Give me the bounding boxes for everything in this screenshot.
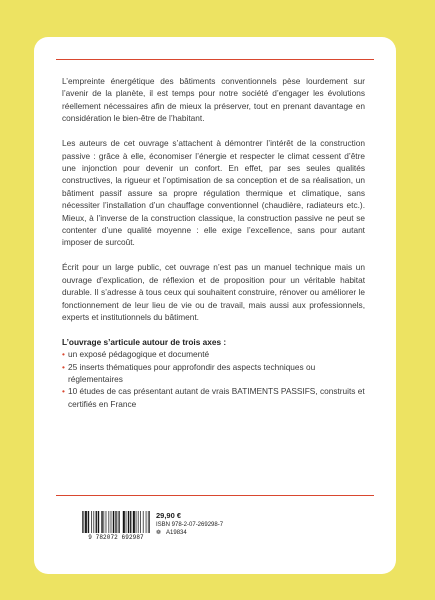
barcode-bar: [116, 511, 117, 533]
price: 29,90 €: [156, 511, 182, 520]
barcode-bar: [113, 511, 114, 533]
barcode-bar: [119, 511, 120, 533]
isbn: ISBN 978-2-07-269298-7: [156, 522, 224, 528]
list-item: [62, 385, 365, 410]
barcode-bar: [146, 511, 147, 533]
barcode-bar: [124, 511, 125, 533]
barcode-bar: [101, 511, 102, 533]
barcode-icon: [82, 511, 150, 533]
barcode-bar: [85, 511, 86, 533]
barcode-bar: [91, 511, 92, 533]
barcode-bar: [149, 511, 150, 533]
price-info: [156, 511, 223, 537]
barcode-bar: [88, 511, 89, 533]
barcode-bar: [148, 511, 149, 533]
barcode-bar: [88, 511, 89, 533]
axes-heading: L’ouvrage s’articule autour de trois axes :: [62, 336, 227, 347]
list-item-text: 10 études de cas présentant autant de vrais BATIMENTS PASSIFS, construits et certifiés en France: [68, 386, 365, 409]
barcode-bar: [140, 511, 141, 533]
barcode-bar: [113, 511, 114, 533]
barcode-bar: [134, 511, 135, 533]
bullet-icon: •: [62, 349, 65, 360]
barcode-bar: [111, 511, 112, 533]
barcode-bar: [115, 511, 116, 533]
barcode-bar: [129, 511, 130, 533]
barcode-bar: [124, 511, 125, 533]
barcode-bar: [126, 511, 127, 533]
barcode-bar: [123, 511, 124, 533]
list-item-text: 25 inserts thématiques pour approfondir des aspects techniques ou réglementaires: [68, 361, 316, 385]
barcode-bar: [143, 511, 144, 533]
paragraph-1: L’empreinte énergétique des bâtiments conventionnels pèse lourdement sur l’avenir de la planète, il est temps pour notre société d’engager les évolutions réellement nécessaires afin de mieux la préserver, tout en prenant davantage en considération le bien-être de l’habitant.: [62, 76, 365, 124]
blurb-text: [62, 75, 365, 410]
barcode-bar: [131, 511, 132, 533]
barcode-bar: [136, 511, 137, 533]
barcode-bar: [133, 511, 134, 533]
reference-line: [156, 529, 223, 537]
axes-list: [62, 348, 365, 410]
bottom-divider: [56, 495, 374, 496]
paragraph-3: Écrit pour un large public, cet ouvrage n’est pas un manuel technique mais un ouvrage d’explication, de réflexion et de proposition pour un véritable habitat durable. Il s’adresse à tous ceux qui souhaitent construire, rénover ou améliorer le fonctionnement de leur lieu de vie ou de travail, mais aussi aux professionnels, experts et institutionnels du bâtiment.: [62, 262, 365, 322]
barcode-bar: [98, 511, 99, 533]
barcode-bar: [134, 511, 135, 533]
bullet-icon: •: [62, 361, 65, 372]
barcode-bar: [82, 511, 83, 533]
bullet-icon: •: [62, 386, 65, 397]
barcode-bar: [128, 511, 129, 533]
reference-code: A19834: [166, 530, 187, 536]
barcode-bar: [86, 511, 87, 533]
barcode-bar: [118, 511, 119, 533]
list-item: [62, 348, 365, 360]
barcode-bar: [83, 511, 84, 533]
barcode-bar: [96, 511, 97, 533]
barcode-bar: [130, 511, 131, 533]
barcode-bar: [93, 511, 94, 533]
list-item-text: un exposé pédagogique et documenté: [68, 349, 210, 360]
barcode-bar: [86, 511, 87, 533]
flower-icon: ❁: [156, 530, 162, 536]
barcode-bar: [103, 511, 104, 533]
barcode: [82, 511, 150, 541]
list-item: [62, 361, 365, 386]
barcode-bar: [108, 511, 109, 533]
back-cover-card: [34, 37, 396, 574]
barcode-bar: [96, 511, 97, 533]
barcode-bar: [98, 511, 99, 533]
paragraph-2: Les auteurs de cet ouvrage s’attachent à démontrer l’intérêt de la construction passive : grâce à elle, économiser l’énergie et respecter le climat cessent d’être une injonction pour devenir un confort. En effet, par ses seules qualités constructives, la rigueur et l’optimisation de sa conception et de sa réalisation, un bâtiment passif assure sa propre régulation thermique et climatique, sans nécessiter l’installation d’un chauffage conventionnel (chaudière, radiateurs etc.). Mieux, à l’inverse de la construction classique, la construction passive ne peut se contenter d’une qualité moyenne : elle exige l’excellence, sans pour autant imposer de surcoût.: [62, 138, 365, 248]
barcode-digits: 9 782072 692987: [88, 534, 144, 541]
barcode-bar: [106, 511, 107, 533]
barcode-bar: [102, 511, 103, 533]
barcode-bar: [138, 511, 139, 533]
top-divider: [56, 59, 374, 60]
